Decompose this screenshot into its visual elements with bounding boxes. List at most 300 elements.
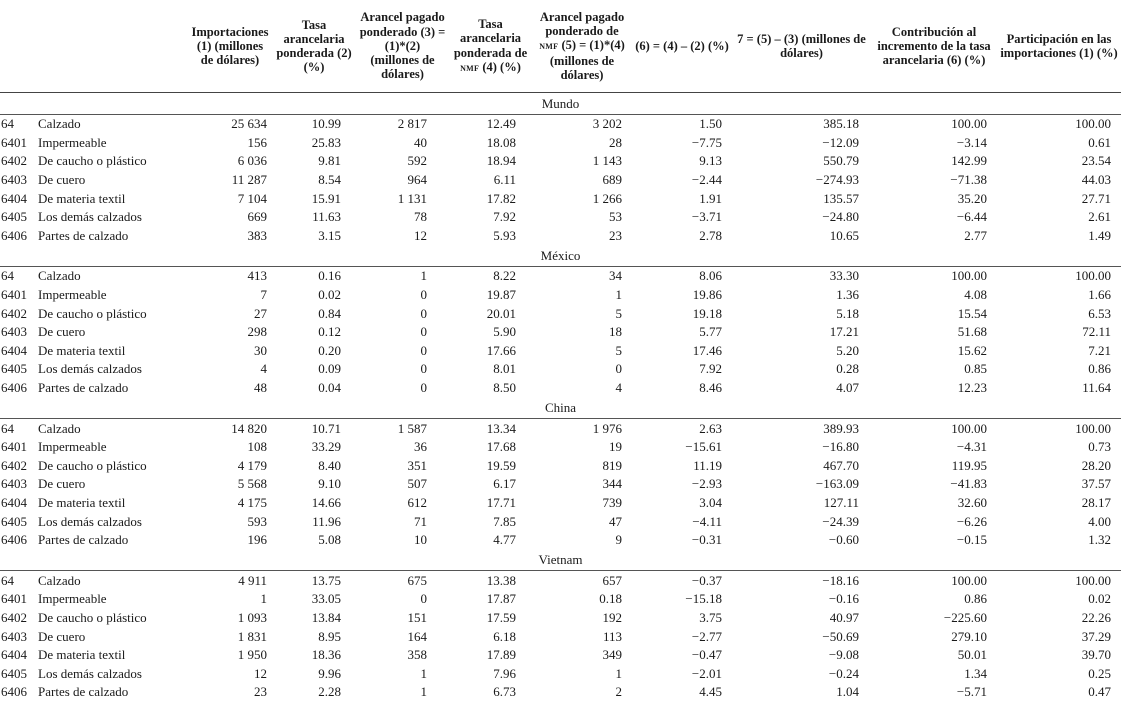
- cell-share: 37.29: [1081, 628, 1111, 644]
- cell-code: 6401: [1, 134, 27, 150]
- cell-rate-diff: −2.01: [691, 665, 722, 681]
- cell-share: 100.00: [1075, 116, 1111, 132]
- cell-weighted-tariff: 9.96: [318, 665, 341, 681]
- cell-rate-diff: 1.50: [699, 116, 722, 132]
- table-header: [0, 0, 1121, 93]
- table-row: [0, 664, 1121, 683]
- cell-weighted-tariff: 0.09: [318, 361, 341, 377]
- table-row: [0, 590, 1121, 609]
- cell-paid-diff: 33.30: [829, 268, 859, 284]
- cell-mfn-rate: 17.89: [486, 647, 516, 663]
- cell-product: De caucho o plástico: [38, 305, 147, 321]
- cell-mfn-rate: 4.77: [493, 532, 516, 548]
- cell-product: De cuero: [38, 628, 86, 644]
- cell-tariff-paid: 358: [407, 647, 427, 663]
- cell-share: 0.25: [1088, 665, 1111, 681]
- table-row: [0, 189, 1121, 208]
- cell-tariff-paid: 2 817: [397, 116, 427, 132]
- cell-mfn-rate: 6.18: [493, 628, 516, 644]
- cell-mfn-paid: 1 266: [592, 190, 622, 206]
- header-weighted-tariff-label: Tasa arancelaria ponderada (2) (%): [276, 17, 352, 75]
- cell-share: 44.03: [1081, 172, 1111, 188]
- cell-imports: 23: [254, 684, 267, 700]
- cell-contribution: 100.00: [951, 420, 987, 436]
- cell-imports: 1 950: [237, 647, 267, 663]
- cell-share: 0.73: [1088, 439, 1111, 455]
- table-row: [0, 438, 1121, 457]
- cell-product: Partes de calzado: [38, 684, 129, 700]
- cell-rate-diff: −0.37: [691, 572, 722, 588]
- cell-weighted-tariff: 3.15: [318, 227, 341, 243]
- table-row: [0, 531, 1121, 550]
- cell-mfn-paid: 9: [615, 532, 622, 548]
- cell-mfn-paid: 5: [615, 342, 622, 358]
- cell-product: Los demás calzados: [38, 513, 142, 529]
- header-rate-diff-label: (6) = (4) – (2) (%): [635, 38, 729, 53]
- cell-imports: 4: [260, 361, 267, 377]
- header-mfn-rate-label: Tasa arancelaria ponderada de nmf (4) (%): [453, 17, 528, 74]
- cell-share: 6.53: [1088, 305, 1111, 321]
- cell-mfn-rate: 8.50: [493, 380, 516, 396]
- cell-product: De materia textil: [38, 647, 126, 663]
- cell-rate-diff: 11.19: [693, 457, 722, 473]
- cell-rate-diff: 19.86: [692, 287, 722, 303]
- cell-contribution: 32.60: [957, 494, 987, 510]
- cell-tariff-paid: 1: [420, 665, 427, 681]
- cell-code: 6401: [1, 439, 27, 455]
- cell-contribution: 119.95: [951, 457, 987, 473]
- cell-mfn-rate: 7.85: [493, 513, 516, 529]
- table-row: [0, 571, 1121, 590]
- cell-contribution: −6.44: [956, 209, 987, 225]
- cell-mfn-rate: 19.87: [486, 287, 516, 303]
- cell-mfn-paid: 2: [615, 684, 622, 700]
- cell-paid-diff: 389.93: [823, 420, 859, 436]
- cell-rate-diff: 8.46: [699, 380, 722, 396]
- cell-imports: 5 568: [237, 476, 267, 492]
- cell-paid-diff: 1.36: [836, 287, 859, 303]
- cell-mfn-rate: 8.01: [493, 361, 516, 377]
- header-mfn-paid: [532, 0, 632, 93]
- cell-share: 23.54: [1081, 153, 1111, 169]
- cell-paid-diff: −0.24: [828, 665, 859, 681]
- cell-weighted-tariff: 25.83: [311, 134, 341, 150]
- cell-rate-diff: 8.06: [699, 268, 722, 284]
- table-row: [0, 208, 1121, 227]
- cell-code: 6405: [1, 513, 27, 529]
- cell-weighted-tariff: 8.95: [318, 628, 341, 644]
- cell-rate-diff: 4.45: [699, 684, 722, 700]
- header-paid-diff-label: 7 = (5) – (3) (millones de dólares): [737, 31, 866, 60]
- cell-rate-diff: 2.78: [699, 227, 722, 243]
- cell-contribution: 51.68: [957, 324, 987, 340]
- cell-share: 22.26: [1081, 609, 1111, 625]
- cell-product: Partes de calzado: [38, 227, 129, 243]
- cell-code: 6402: [1, 457, 27, 473]
- cell-rate-diff: −3.71: [691, 209, 722, 225]
- table-row: [0, 627, 1121, 646]
- cell-imports: 7 104: [237, 190, 267, 206]
- table-row: [0, 512, 1121, 531]
- cell-tariff-paid: 12: [414, 227, 427, 243]
- table-row: [0, 494, 1121, 513]
- cell-weighted-tariff: 9.81: [318, 153, 341, 169]
- cell-imports: 12: [254, 665, 267, 681]
- cell-imports: 1 831: [237, 628, 267, 644]
- table-row: [0, 304, 1121, 323]
- cell-contribution: 100.00: [951, 116, 987, 132]
- cell-code: 6406: [1, 532, 27, 548]
- cell-mfn-paid: 739: [602, 494, 622, 510]
- cell-product: Partes de calzado: [38, 380, 129, 396]
- cell-tariff-paid: 10: [414, 532, 427, 548]
- cell-product: De caucho o plástico: [38, 609, 147, 625]
- cell-paid-diff: −274.93: [815, 172, 859, 188]
- cell-share: 39.70: [1081, 647, 1111, 663]
- cell-mfn-paid: 1 976: [592, 420, 622, 436]
- cell-rate-diff: −0.31: [691, 532, 722, 548]
- cell-rate-diff: 7.92: [699, 361, 722, 377]
- cell-rate-diff: −7.75: [691, 134, 722, 150]
- cell-rate-diff: 9.13: [699, 153, 722, 169]
- cell-rate-diff: 3.75: [699, 609, 722, 625]
- cell-mfn-rate: 17.82: [486, 190, 516, 206]
- cell-rate-diff: 1.91: [699, 190, 722, 206]
- cell-mfn-rate: 18.08: [486, 134, 516, 150]
- cell-tariff-paid: 507: [407, 476, 427, 492]
- header-weighted-tariff: [272, 0, 356, 93]
- cell-mfn-rate: 6.11: [493, 172, 516, 188]
- cell-mfn-paid: 113: [602, 628, 622, 644]
- cell-paid-diff: −163.09: [815, 476, 859, 492]
- cell-contribution: −5.71: [956, 684, 987, 700]
- cell-code: 6405: [1, 209, 27, 225]
- cell-share: 0.02: [1088, 591, 1111, 607]
- cell-tariff-paid: 78: [414, 209, 427, 225]
- cell-contribution: 15.62: [957, 342, 987, 358]
- table-row: [0, 419, 1121, 438]
- cell-tariff-paid: 1 587: [397, 420, 427, 436]
- cell-imports: 669: [247, 209, 267, 225]
- cell-contribution: 142.99: [951, 153, 987, 169]
- cell-product: Calzado: [38, 420, 81, 436]
- cell-rate-diff: 19.18: [692, 305, 722, 321]
- cell-paid-diff: 135.57: [823, 190, 859, 206]
- cell-contribution: 35.20: [957, 190, 987, 206]
- header-product: [36, 0, 188, 93]
- cell-tariff-paid: 0: [420, 361, 427, 377]
- cell-code: 6403: [1, 476, 27, 492]
- cell-weighted-tariff: 33.29: [311, 439, 341, 455]
- cell-share: 100.00: [1075, 572, 1111, 588]
- cell-product: Calzado: [38, 116, 81, 132]
- cell-share: 0.47: [1088, 684, 1111, 700]
- cell-tariff-paid: 0: [420, 287, 427, 303]
- cell-code: 6403: [1, 628, 27, 644]
- cell-contribution: 0.86: [964, 591, 987, 607]
- cell-mfn-rate: 7.96: [493, 665, 516, 681]
- cell-contribution: −225.60: [943, 609, 987, 625]
- cell-share: 100.00: [1075, 268, 1111, 284]
- cell-paid-diff: 17.21: [829, 324, 859, 340]
- cell-product: Impermeable: [38, 439, 107, 455]
- cell-product: Impermeable: [38, 287, 107, 303]
- cell-share: 0.86: [1088, 361, 1111, 377]
- cell-imports: 30: [254, 342, 267, 358]
- cell-weighted-tariff: 0.04: [318, 380, 341, 396]
- cell-product: De materia textil: [38, 342, 126, 358]
- section-row: [0, 549, 1121, 571]
- cell-imports: 4 179: [237, 457, 267, 473]
- cell-mfn-rate: 6.73: [493, 684, 516, 700]
- cell-imports: 298: [247, 324, 267, 340]
- cell-mfn-paid: 53: [609, 209, 622, 225]
- cell-tariff-paid: 164: [407, 628, 427, 644]
- section-row: [0, 245, 1121, 267]
- cell-mfn-rate: 8.22: [493, 268, 516, 284]
- cell-mfn-paid: 192: [602, 609, 622, 625]
- cell-share: 100.00: [1075, 420, 1111, 436]
- cell-contribution: 4.08: [964, 287, 987, 303]
- cell-weighted-tariff: 2.28: [318, 684, 341, 700]
- cell-code: 6401: [1, 591, 27, 607]
- cell-paid-diff: −16.80: [822, 439, 859, 455]
- table-row: [0, 475, 1121, 494]
- cell-paid-diff: 4.07: [836, 380, 859, 396]
- cell-tariff-paid: 36: [414, 439, 427, 455]
- cell-product: Impermeable: [38, 134, 107, 150]
- cell-paid-diff: 0.28: [836, 361, 859, 377]
- cell-mfn-paid: 34: [609, 268, 622, 284]
- cell-rate-diff: 5.77: [699, 324, 722, 340]
- table-row: [0, 323, 1121, 342]
- cell-share: 4.00: [1088, 513, 1111, 529]
- cell-contribution: 100.00: [951, 572, 987, 588]
- cell-paid-diff: −0.16: [828, 591, 859, 607]
- cell-code: 6404: [1, 190, 27, 206]
- cell-rate-diff: −15.18: [685, 591, 722, 607]
- section-title: Mundo: [0, 93, 1121, 115]
- header-tariff-paid-label: Arancel pagado ponderado (3) = (1)*(2) (millones de dólares): [359, 10, 446, 82]
- cell-code: 6405: [1, 665, 27, 681]
- cell-weighted-tariff: 13.75: [311, 572, 341, 588]
- cell-share: 28.20: [1081, 457, 1111, 473]
- header-tariff-paid: [356, 0, 449, 93]
- cell-tariff-paid: 71: [414, 513, 427, 529]
- cell-paid-diff: 10.65: [829, 227, 859, 243]
- cell-paid-diff: −50.69: [822, 628, 859, 644]
- cell-share: 1.32: [1088, 532, 1111, 548]
- cell-paid-diff: 5.18: [836, 305, 859, 321]
- cell-tariff-paid: 0: [420, 380, 427, 396]
- cell-weighted-tariff: 11.96: [312, 513, 341, 529]
- table-row: [0, 609, 1121, 628]
- cell-mfn-paid: 689: [602, 172, 622, 188]
- cell-paid-diff: 385.18: [823, 116, 859, 132]
- cell-weighted-tariff: 13.84: [311, 609, 341, 625]
- cell-share: 1.49: [1088, 227, 1111, 243]
- cell-tariff-paid: 351: [407, 457, 427, 473]
- cell-code: 64: [1, 572, 14, 588]
- cell-mfn-rate: 17.68: [486, 439, 516, 455]
- cell-weighted-tariff: 10.71: [311, 420, 341, 436]
- cell-paid-diff: 550.79: [823, 153, 859, 169]
- cell-mfn-rate: 5.93: [493, 227, 516, 243]
- cell-contribution: 100.00: [951, 268, 987, 284]
- cell-share: 27.71: [1081, 190, 1111, 206]
- cell-code: 6404: [1, 494, 27, 510]
- cell-weighted-tariff: 15.91: [311, 190, 341, 206]
- cell-mfn-paid: 1 143: [592, 153, 622, 169]
- cell-mfn-paid: 28: [609, 134, 622, 150]
- section-row: [0, 93, 1121, 115]
- cell-imports: 1: [260, 591, 267, 607]
- cell-imports: 14 820: [231, 420, 267, 436]
- cell-contribution: 2.77: [964, 227, 987, 243]
- cell-tariff-paid: 612: [407, 494, 427, 510]
- cell-mfn-paid: 18: [609, 324, 622, 340]
- cell-mfn-paid: 4: [615, 380, 622, 396]
- cell-mfn-rate: 7.92: [493, 209, 516, 225]
- cell-rate-diff: 2.63: [699, 420, 722, 436]
- cell-mfn-paid: 0: [615, 361, 622, 377]
- cell-product: Partes de calzado: [38, 532, 129, 548]
- header-share: [997, 0, 1121, 93]
- cell-rate-diff: 3.04: [699, 494, 722, 510]
- cell-tariff-paid: 964: [407, 172, 427, 188]
- cell-code: 6403: [1, 324, 27, 340]
- table-row: [0, 683, 1121, 702]
- cell-mfn-paid: 1: [615, 665, 622, 681]
- cell-paid-diff: −12.09: [822, 134, 859, 150]
- cell-share: 11.64: [1082, 380, 1111, 396]
- cell-rate-diff: −2.44: [691, 172, 722, 188]
- cell-paid-diff: 5.20: [836, 342, 859, 358]
- cell-weighted-tariff: 0.84: [318, 305, 341, 321]
- cell-mfn-rate: 13.34: [486, 420, 516, 436]
- cell-weighted-tariff: 0.12: [318, 324, 341, 340]
- section-title: Vietnam: [0, 549, 1121, 571]
- cell-mfn-paid: 3 202: [592, 116, 622, 132]
- table-row: [0, 152, 1121, 171]
- cell-mfn-rate: 17.66: [486, 342, 516, 358]
- cell-mfn-paid: 23: [609, 227, 622, 243]
- cell-product: De materia textil: [38, 494, 126, 510]
- cell-weighted-tariff: 33.05: [311, 591, 341, 607]
- cell-mfn-paid: 1: [615, 287, 622, 303]
- cell-code: 6401: [1, 287, 27, 303]
- cell-paid-diff: 40.97: [829, 609, 859, 625]
- cell-contribution: −6.26: [956, 513, 987, 529]
- cell-weighted-tariff: 9.10: [318, 476, 341, 492]
- cell-share: 2.61: [1088, 209, 1111, 225]
- cell-share: 72.11: [1082, 324, 1111, 340]
- cell-weighted-tariff: 8.54: [318, 172, 341, 188]
- cell-product: Los demás calzados: [38, 665, 142, 681]
- cell-imports: 1 093: [237, 609, 267, 625]
- cell-imports: 108: [247, 439, 267, 455]
- table-row: [0, 134, 1121, 153]
- cell-paid-diff: 1.04: [836, 684, 859, 700]
- cell-rate-diff: −2.93: [691, 476, 722, 492]
- cell-mfn-rate: 18.94: [486, 153, 516, 169]
- cell-tariff-paid: 1 131: [397, 190, 427, 206]
- table-row: [0, 171, 1121, 190]
- cell-paid-diff: −24.80: [822, 209, 859, 225]
- cell-imports: 6 036: [237, 153, 267, 169]
- cell-mfn-paid: 19: [609, 439, 622, 455]
- table-row: [0, 115, 1121, 134]
- section-title: México: [0, 245, 1121, 267]
- section-title: China: [0, 397, 1121, 419]
- table-row: [0, 457, 1121, 476]
- section-row: [0, 397, 1121, 419]
- cell-share: 1.66: [1088, 287, 1111, 303]
- table-row: [0, 342, 1121, 361]
- cell-code: 64: [1, 268, 14, 284]
- cell-weighted-tariff: 0.16: [318, 268, 341, 284]
- cell-product: De cuero: [38, 172, 86, 188]
- cell-mfn-rate: 13.38: [486, 572, 516, 588]
- cell-mfn-rate: 5.90: [493, 324, 516, 340]
- cell-tariff-paid: 0: [420, 305, 427, 321]
- cell-mfn-rate: 17.59: [486, 609, 516, 625]
- cell-imports: 7: [260, 287, 267, 303]
- cell-imports: 156: [247, 134, 267, 150]
- cell-imports: 48: [254, 380, 267, 396]
- cell-weighted-tariff: 0.02: [318, 287, 341, 303]
- cell-tariff-paid: 592: [407, 153, 427, 169]
- header-paid-diff: [732, 0, 871, 93]
- cell-code: 6403: [1, 172, 27, 188]
- cell-contribution: −41.83: [950, 476, 987, 492]
- cell-code: 6406: [1, 380, 27, 396]
- cell-paid-diff: 467.70: [823, 457, 859, 473]
- cell-product: De caucho o plástico: [38, 153, 147, 169]
- cell-mfn-rate: 12.49: [486, 116, 516, 132]
- cell-product: Los demás calzados: [38, 209, 142, 225]
- cell-code: 6404: [1, 342, 27, 358]
- cell-imports: 4 175: [237, 494, 267, 510]
- cell-weighted-tariff: 18.36: [311, 647, 341, 663]
- cell-share: 37.57: [1081, 476, 1111, 492]
- table-row: [0, 227, 1121, 246]
- table-row: [0, 646, 1121, 665]
- cell-code: 6402: [1, 609, 27, 625]
- cell-product: Los demás calzados: [38, 361, 142, 377]
- cell-contribution: 279.10: [951, 628, 987, 644]
- cell-contribution: 15.54: [957, 305, 987, 321]
- header-contribution: [871, 0, 997, 93]
- cell-imports: 383: [247, 227, 267, 243]
- cell-share: 0.61: [1088, 134, 1111, 150]
- cell-product: Impermeable: [38, 591, 107, 607]
- cell-mfn-rate: 17.87: [486, 591, 516, 607]
- cell-mfn-paid: 5: [615, 305, 622, 321]
- cell-code: 64: [1, 116, 14, 132]
- table-row: [0, 360, 1121, 379]
- cell-paid-diff: −0.60: [828, 532, 859, 548]
- cell-weighted-tariff: 14.66: [311, 494, 341, 510]
- cell-tariff-paid: 1: [420, 268, 427, 284]
- cell-contribution: 12.23: [957, 380, 987, 396]
- cell-imports: 196: [247, 532, 267, 548]
- cell-weighted-tariff: 0.20: [318, 342, 341, 358]
- cell-code: 64: [1, 420, 14, 436]
- cell-mfn-paid: 344: [602, 476, 622, 492]
- cell-tariff-paid: 0: [420, 342, 427, 358]
- cell-contribution: −3.14: [956, 134, 987, 150]
